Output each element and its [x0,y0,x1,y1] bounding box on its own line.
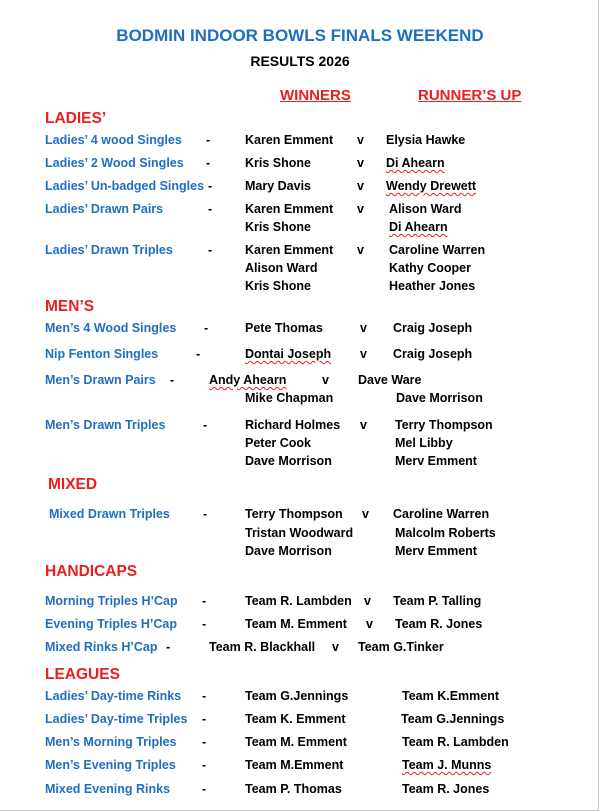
winner-name: Richard Holmes [245,418,341,432]
runner-up-name: Merv Emment [395,454,477,468]
event-name: Ladies’ 2 Wood Singles [45,156,184,170]
winner-name: Karen Emment [245,202,334,216]
winners-column-heading: WINNERS [280,87,351,104]
runners-up-column-heading: RUNNER’S UP [418,87,522,104]
versus: v [360,347,367,361]
winner-name: Team P. Thomas [245,782,342,796]
winner-name: Karen Emment [245,243,334,257]
winner-name: Peter Cook [245,436,311,450]
runner-up-name: Heather Jones [389,279,476,293]
runner-up-name: Terry Thompson [395,418,493,432]
runner-up-name: Elysia Hawke [386,133,466,147]
event-name: Mixed Drawn Triples [49,507,170,521]
versus: v [322,373,329,387]
runner-up-name: Dave Morrison [396,391,483,405]
runner-up-name: Team R. Jones [395,617,483,631]
section-heading-leagues: LEAGUES [45,666,120,683]
winner-name: Kris Shone [245,220,311,234]
runner-up-name: Caroline Warren [393,507,490,521]
runner-up-name: Malcolm Roberts [395,526,496,540]
winner-name: Andy Ahearn [209,373,287,387]
event-name: Morning Triples H’Cap [45,594,178,608]
runner-up-name: Team G.Jennings [401,712,505,726]
section-heading-ladies: LADIES’ [45,110,107,127]
event-name: Nip Fenton Singles [45,347,159,361]
versus: v [366,617,373,631]
runner-up-name: Alison Ward [389,202,462,216]
winner-name: Team G.Jennings [245,689,349,703]
dash: - [206,156,211,170]
dash: - [208,179,213,193]
versus: v [357,243,364,257]
dash: - [203,418,208,432]
runner-up-name: Team R. Jones [402,782,490,796]
runner-up-name: Team K.Emment [402,689,500,703]
runner-up-name: Merv Emment [395,544,477,558]
winner-name: Kris Shone [245,156,311,170]
versus: v [357,179,364,193]
versus: v [362,507,369,521]
page-title: BODMIN INDOOR BOWLS FINALS WEEKEND [116,26,484,45]
event-name: Evening Triples H’Cap [45,617,177,631]
runner-up-name: Di Ahearn [389,220,448,234]
event-name: Mixed Evening Rinks [45,782,171,796]
winner-name: Mary Davis [245,179,312,193]
winner-name: Dave Morrison [245,544,332,558]
winner-name: Pete Thomas [245,321,323,335]
dash: - [204,321,209,335]
runner-up-name: Mel Libby [395,436,453,450]
event-name: Men’s Drawn Triples [45,418,166,432]
dash: - [202,617,207,631]
dash: - [202,758,207,772]
dash: - [202,594,207,608]
winner-name: Team K. Emment [245,712,346,726]
winner-name: Mike Chapman [245,391,334,405]
winner-name: Terry Thompson [245,507,343,521]
winner-name: Karen Emment [245,133,334,147]
event-name: Men’s Drawn Pairs [45,373,156,387]
winner-name: Tristan Woodward [245,526,354,540]
winner-name: Alison Ward [245,261,318,275]
versus: v [357,156,364,170]
winner-name: Team M. Emment [245,735,347,749]
runner-up-name: Team G.Tinker [358,640,444,654]
versus: v [364,594,371,608]
runner-up-name: Kathy Cooper [389,261,471,275]
runner-up-name: Team J. Munns [402,758,492,772]
event-name: Ladies’ Drawn Triples [45,243,173,257]
dash: - [196,347,201,361]
versus: v [360,321,367,335]
event-name: Men’s 4 Wood Singles [45,321,177,335]
runner-up-name: Dave Ware [358,373,422,387]
dash: - [206,133,211,147]
event-name: Ladies’ 4 wood Singles [45,133,182,147]
versus: v [332,640,339,654]
versus: v [357,202,364,216]
runner-up-name: Craig Joseph [393,347,473,361]
winner-name: Team R. Lambden [245,594,352,608]
dash: - [166,640,171,654]
versus: v [357,133,364,147]
runner-up-name: Team P. Talling [393,594,482,608]
dash: - [203,507,208,521]
event-name: Men’s Morning Triples [45,735,177,749]
section-heading-handicaps: HANDICAPS [45,563,138,580]
dash: - [202,782,207,796]
event-name: Ladies’ Day-time Rinks [45,689,182,703]
dash: - [170,373,175,387]
page-subtitle: RESULTS 2026 [250,53,350,69]
runner-up-name: Caroline Warren [389,243,486,257]
event-name: Mixed Rinks H’Cap [45,640,158,654]
runner-up-name: Di Ahearn [386,156,445,170]
event-name: Men’s Evening Triples [45,758,176,772]
dash: - [208,243,213,257]
runner-up-name: Team R. Lambden [402,735,509,749]
winner-name: Team M.Emment [245,758,344,772]
dash: - [202,689,207,703]
winner-name: Team M. Emment [245,617,347,631]
dash: - [202,735,207,749]
dash: - [202,712,207,726]
winner-name: Team R. Blackhall [209,640,316,654]
winner-name: Dave Morrison [245,454,332,468]
section-heading-men: MEN’S [45,298,95,315]
runner-up-name: Wendy Drewett [386,179,477,193]
event-name: Ladies’ Drawn Pairs [45,202,164,216]
winner-name: Kris Shone [245,279,311,293]
winner-name: Dontai Joseph [245,347,332,361]
runner-up-name: Craig Joseph [393,321,473,335]
event-name: Ladies’ Un-badged Singles [45,179,205,193]
event-name: Ladies’ Day-time Triples [45,712,188,726]
versus: v [360,418,367,432]
section-heading-mixed: MIXED [48,476,98,493]
dash: - [208,202,213,216]
